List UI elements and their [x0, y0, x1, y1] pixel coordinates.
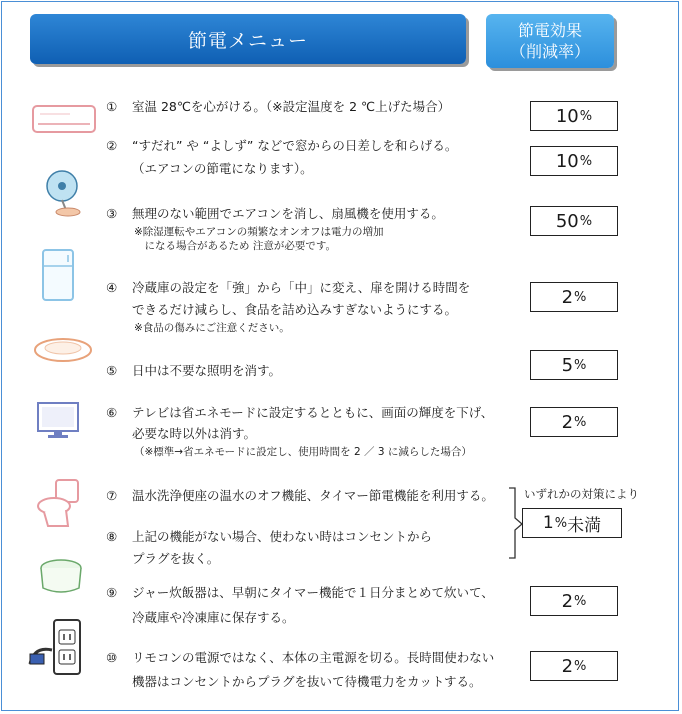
reduction-value: 2 [561, 590, 574, 612]
ceiling-light-icon [32, 336, 94, 366]
item-text: テレビは省エネモードに設定するとともに、画面の輝度を下げ、 [132, 405, 494, 420]
reduction-value: 2 [561, 655, 574, 677]
item-text: 冷蔵庫や冷凍庫に保存する。 [132, 610, 295, 625]
reduction-rate-box [530, 586, 618, 616]
item-text: 室温 28℃を心がける。（※設定温度を 2 ℃上げた場合） [132, 99, 451, 114]
reduction-value: 50 [555, 210, 579, 232]
item-text: 機器はコンセントからプラグを抜いて待機電力をカットする。 [132, 674, 482, 689]
item-text: 必要な時以外は消す。 [132, 426, 257, 441]
percent-unit: % [579, 153, 593, 169]
reduction-rate-box [530, 146, 618, 176]
item-number: ② [106, 138, 118, 153]
reduction-rate-box [530, 651, 618, 681]
item-text: ジャー炊飯器は、早朝にタイマー機能で１日分まとめて炊いて、 [132, 585, 494, 600]
percent-unit: % [574, 357, 587, 373]
item-number: ① [106, 99, 118, 114]
menu-header [30, 14, 466, 64]
item-number: ⑥ [106, 405, 118, 420]
percent-unit: % [574, 289, 587, 305]
item-number: ⑩ [106, 650, 118, 665]
reduction-value: 5 [561, 354, 574, 376]
item-text: リモコンの電源ではなく、本体の主電源を切る。長時間使わない [132, 650, 495, 665]
television-icon [36, 400, 80, 440]
item-note: （※標準→省エネモードに設定し、使用時間を 2 ／ 3 に減らした場合） [134, 446, 472, 458]
reduction-value: 1 [542, 513, 554, 533]
reduction-suffix: 未満 [567, 515, 602, 536]
item-text: （エアコンの節電になります）。 [132, 161, 313, 176]
item-text: 上記の機能がない場合、使わない時はコンセントから [132, 529, 433, 544]
power-outlet-plug-icon [24, 616, 84, 678]
percent-unit: % [574, 414, 587, 430]
menu-title: 節電メニュー [187, 29, 308, 52]
reduction-value: 2 [561, 286, 574, 308]
item-number: ⑦ [106, 488, 118, 503]
reduction-rate-box [530, 282, 618, 312]
reduction-rate-box [530, 101, 618, 131]
refrigerator-icon [40, 248, 78, 302]
item-number: ⑧ [106, 529, 118, 544]
item-text: “すだれ” や “よしず” などで窓からの日差しを和らげる。 [132, 138, 458, 153]
item-number: ④ [106, 280, 118, 295]
percent-unit: % [574, 593, 587, 609]
reduction-value: 10 [555, 150, 579, 172]
item-text: 日中は不要な照明を消す。 [132, 363, 282, 378]
reduction-rate-box [530, 350, 618, 380]
item-note: になる場合があるため 注意が必要です。 [134, 240, 336, 252]
electric-fan-icon [38, 166, 90, 218]
item-number: ③ [106, 206, 118, 221]
reduction-rate-box [530, 407, 618, 437]
item-note: ※除湿運転やエアコンの頻繁なオンオフは電力の増加 [134, 226, 384, 238]
effect-title: 節電効果 [517, 21, 582, 40]
percent-unit: % [574, 658, 587, 674]
item-text: プラグを抜く。 [132, 551, 220, 566]
item-note: ※食品の傷みにご注意ください。 [134, 322, 290, 334]
reduction-rate-box [522, 508, 622, 538]
item-number: ⑤ [106, 363, 118, 378]
toilet-icon [34, 476, 84, 530]
combined-caption: いずれかの対策により [524, 487, 639, 501]
reduction-rate-box [530, 206, 618, 236]
percent-unit: % [554, 515, 568, 531]
rice-cooker-icon [36, 556, 86, 596]
item-text: 冷蔵庫の設定を「強」から「中」に変え、扉を開ける時間を [132, 280, 471, 295]
air-conditioner-icon [30, 100, 98, 140]
reduction-value: 2 [561, 411, 574, 433]
reduction-value: 10 [555, 105, 579, 127]
effect-subtitle: （削減率） [509, 42, 590, 61]
item-text: できるだけ減らし、食品を詰め込みすぎないようにする。 [132, 302, 458, 317]
item-text: 無理のない範囲でエアコンを消し、扇風機を使用する。 [132, 206, 444, 221]
item-text: 温水洗浄便座の温水のオフ機能、タイマー節電機能を利用する。 [132, 488, 494, 503]
item-number: ⑨ [106, 585, 118, 600]
effect-header [486, 14, 614, 68]
percent-unit: % [579, 108, 593, 124]
percent-unit: % [579, 213, 593, 229]
